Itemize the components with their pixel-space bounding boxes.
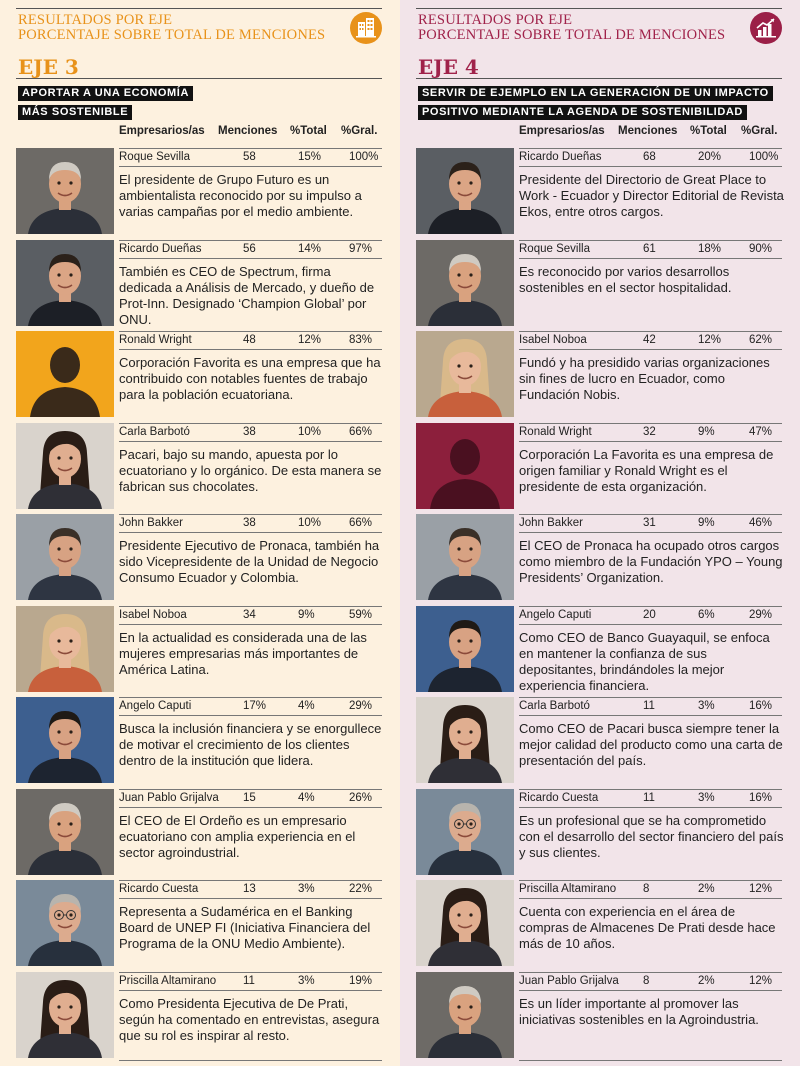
row-divider: [119, 789, 382, 790]
person-description: Como CEO de Banco Guayaquil, se enfoca en mantener la confianza de sus depositantes, brindándoles la mejor experiencia financiera.: [519, 629, 770, 693]
general-percent: 47%: [749, 425, 773, 438]
person-name: Ronald Wright: [119, 334, 192, 346]
portrait-photo: [416, 789, 514, 875]
mentions-value: 61: [643, 242, 656, 255]
person-name: Carla Barbotó: [519, 700, 590, 712]
total-percent: 14%: [298, 242, 322, 255]
row-divider: [519, 715, 782, 716]
eje-subtitle-line1: APORTAR A UNA ECONOMÍA: [18, 86, 193, 101]
mentions-value: 17%: [243, 700, 267, 712]
list-item: [0, 789, 400, 881]
row-divider: [119, 624, 382, 625]
row-divider: [119, 331, 382, 332]
general-percent: 19%: [349, 974, 373, 987]
person-description: Es reconocido por varios desarrollos sostenibles en el sector hospitalidad.: [519, 263, 732, 295]
column-header: [0, 125, 400, 141]
person-description: Presidente del Directorio de Great Place to Work - Ecuador y Director Editorial de Revista Ekos, entre otros cargos.: [519, 172, 784, 219]
row-divider: [519, 697, 782, 698]
col-menciones: Menciones: [618, 125, 678, 137]
person-name: Ricardo Cuesta: [519, 791, 599, 804]
col-empresarios: Empresarios/as: [119, 125, 205, 137]
mentions-value: 8: [643, 974, 650, 987]
person-description: En la actualidad es considerada una de las mujeres empresarias más importantes de América Latina.: [119, 629, 367, 677]
row-divider: [119, 606, 382, 607]
row-divider: [519, 441, 782, 442]
top-rule: [416, 8, 782, 9]
eje-subtitle: [18, 83, 193, 121]
row-divider: [519, 880, 782, 881]
mentions-value: 68: [643, 151, 656, 163]
row-divider: [519, 624, 782, 625]
portrait-photo: [416, 972, 514, 1058]
portrait-photo: [416, 148, 514, 234]
portrait-photo: [16, 789, 114, 875]
mentions-value: 11: [643, 700, 655, 712]
row-divider: [119, 240, 382, 241]
total-percent: 20%: [698, 151, 722, 163]
row-divider: [119, 697, 382, 698]
row-divider: [519, 990, 782, 991]
list-item: [0, 423, 400, 515]
col-menciones: Menciones: [218, 125, 278, 137]
list-item: [400, 789, 800, 881]
total-percent: 15%: [298, 151, 322, 163]
person-name: Juan Pablo Grijalva: [519, 974, 619, 987]
person-description: Presidente Ejecutivo de Pronaca, también ha sido Vicepresidente de la Unidad de Negocio Consumo Ecuador y Colombia.: [119, 538, 380, 585]
row-divider: [519, 148, 782, 149]
row-divider: [119, 990, 382, 991]
row-divider: [119, 258, 382, 259]
total-percent: 4%: [298, 700, 315, 712]
person-description: Como CEO de Pacari busca siempre tener la mejor calidad del producto como una carta de presentación del país.: [519, 721, 783, 768]
list-item: [400, 331, 800, 423]
person-description: El presidente de Grupo Futuro es un ambientalista reconocido por su impulso a varias campañas por el medio ambiente.: [119, 172, 362, 219]
portrait-photo: [416, 697, 514, 783]
person-name: Isabel Noboa: [119, 608, 187, 621]
eje-subtitle-line1: SERVIR DE EJEMPLO EN LA GENERACIÓN DE UN IMPACTO: [418, 86, 773, 101]
general-percent: 16%: [749, 791, 773, 804]
portrait-photo: [416, 514, 514, 600]
row-divider: [519, 514, 782, 515]
portrait-photo: [416, 606, 514, 692]
row-divider: [119, 880, 382, 881]
eje-title: EJE 4: [418, 55, 479, 79]
top-rule: [16, 8, 382, 9]
general-percent: 26%: [349, 791, 373, 804]
row-divider: [519, 606, 782, 607]
portrait-photo: [16, 423, 114, 509]
row-divider: [119, 972, 382, 973]
total-percent: 12%: [698, 334, 722, 346]
person-description: Corporación La Favorita es una empresa de origen familiar y Ronald Wright es el presidente de esta organización.: [519, 446, 774, 494]
person-name: Priscilla Altamirano: [119, 974, 217, 987]
total-percent: 6%: [698, 608, 715, 621]
person-description: Cuenta con experiencia en el área de compras de Almacenes De Prati desde hace más de 10 años.: [519, 904, 776, 951]
col-empresarios: Empresarios/as: [519, 125, 605, 137]
section-title-line2: PORCENTAJE SOBRE TOTAL DE MENCIONES: [18, 27, 326, 43]
list-item: [400, 148, 800, 240]
person-name: Roque Sevilla: [119, 151, 190, 163]
row-divider: [119, 148, 382, 149]
row-divider: [119, 349, 382, 350]
mentions-value: 58: [243, 151, 256, 163]
person-name: Angelo Caputi: [519, 608, 592, 621]
person-description: Es un líder importante al promover las iniciativas sostenibles en la Agroindustria.: [519, 995, 759, 1027]
row-divider: [519, 789, 782, 790]
portrait-photo: [416, 240, 514, 326]
general-percent: 16%: [749, 700, 773, 712]
person-description: Representa a Sudamérica en el Banking Board de UNEP FI (Iniciativa Financiera del Programa de la ONU Medio Ambiente).: [119, 904, 371, 951]
row-divider: [519, 331, 782, 332]
row-divider: [519, 532, 782, 533]
general-percent: 29%: [749, 608, 773, 621]
row-divider: [519, 240, 782, 241]
section-title-line1: RESULTADOS POR EJE: [418, 12, 573, 28]
general-percent: 66%: [349, 425, 373, 438]
person-name: Roque Sevilla: [519, 242, 590, 255]
list-item: [400, 606, 800, 698]
row-divider: [119, 166, 382, 167]
mentions-value: 38: [243, 517, 256, 529]
total-percent: 2%: [698, 974, 715, 987]
portrait-photo: [16, 880, 114, 966]
general-percent: 100%: [749, 151, 779, 163]
list-item: [0, 697, 400, 789]
row-divider: [519, 166, 782, 167]
mentions-value: 38: [243, 425, 256, 438]
general-percent: 62%: [749, 334, 773, 346]
total-percent: 3%: [698, 791, 715, 804]
row-divider: [119, 532, 382, 533]
mentions-value: 8: [643, 883, 650, 895]
eje-subtitle-line2: MÁS SOSTENIBLE: [18, 105, 132, 120]
mentions-value: 31: [643, 517, 656, 529]
bottom-rule: [119, 1060, 382, 1061]
growth-chart-icon: [750, 12, 782, 44]
total-percent: 3%: [298, 883, 315, 895]
person-name: Juan Pablo Grijalva: [119, 791, 219, 804]
section-title: [418, 13, 725, 43]
portrait-photo: [416, 331, 514, 417]
list-item: [0, 880, 400, 972]
general-percent: 12%: [749, 974, 773, 987]
col-gral: %Gral.: [341, 125, 378, 137]
portrait-photo: [16, 514, 114, 600]
person-name: John Bakker: [519, 517, 583, 529]
portrait-photo: [16, 972, 114, 1058]
list-item: [0, 148, 400, 240]
person-name: Ricardo Cuesta: [119, 883, 199, 895]
person-name: Ronald Wright: [519, 425, 592, 438]
person-name: Angelo Caputi: [119, 700, 192, 712]
total-percent: 2%: [698, 883, 715, 895]
mentions-value: 32: [643, 425, 656, 438]
total-percent: 4%: [298, 791, 315, 804]
person-name: Carla Barbotó: [119, 425, 190, 438]
general-percent: 59%: [349, 608, 373, 621]
total-percent: 9%: [698, 517, 715, 529]
eje-subtitle-line2: POSITIVO MEDIANTE LA AGENDA DE SOSTENIBILIDAD: [418, 105, 747, 120]
row-divider: [119, 807, 382, 808]
row-divider: [119, 441, 382, 442]
general-percent: 46%: [749, 517, 773, 529]
section-title-line1: RESULTADOS POR EJE: [18, 12, 173, 28]
row-divider: [119, 423, 382, 424]
portrait-photo: [16, 148, 114, 234]
person-description: Busca la inclusión financiera y se enorgullece de motivar el crecimiento de los clientes dentro de la institución que lidera.: [119, 721, 382, 768]
silhouette-placeholder-icon: [416, 423, 514, 509]
person-description: Como Presidenta Ejecutiva de De Prati, según ha comentado en entrevistas, asegura que su rol es inspirar al resto.: [119, 995, 380, 1043]
list-item: [0, 514, 400, 606]
person-description: El CEO de El Ordeño es un empresario ecuatoriano con amplia experiencia en el sector agroindustrial.: [119, 812, 356, 860]
total-percent: 18%: [698, 242, 722, 255]
total-percent: 10%: [298, 425, 322, 438]
total-percent: 3%: [298, 974, 315, 987]
total-percent: 10%: [298, 517, 322, 529]
col-total: %Total: [290, 125, 327, 137]
list-item: [400, 880, 800, 972]
general-percent: 29%: [349, 700, 373, 712]
person-name: Ricardo Dueñas: [519, 151, 602, 163]
list-item: [0, 240, 400, 332]
mentions-value: 13: [243, 883, 256, 895]
list-item: [400, 514, 800, 606]
general-percent: 66%: [349, 517, 373, 529]
general-percent: 22%: [349, 883, 373, 895]
portrait-photo: [416, 880, 514, 966]
list-item: [0, 972, 400, 1064]
row-divider: [519, 898, 782, 899]
total-percent: 3%: [698, 700, 715, 712]
portrait-photo: [16, 240, 114, 326]
person-description: Fundó y ha presidido varias organizaciones sin fines de lucro en Ecuador, como Fundación Nobis.: [519, 355, 770, 402]
mentions-value: 56: [243, 242, 256, 255]
row-divider: [519, 972, 782, 973]
person-name: Isabel Noboa: [519, 334, 587, 346]
total-percent: 9%: [698, 425, 715, 438]
column-header: [400, 125, 800, 141]
silhouette-placeholder-icon: [16, 331, 114, 417]
mentions-value: 20: [643, 608, 656, 621]
eje-rule: [416, 78, 782, 79]
person-description: Pacari, bajo su mando, apuesta por lo ecuatoriano y lo orgánico. De esta manera se fabrican sus chocolates.: [119, 446, 382, 494]
total-percent: 9%: [298, 608, 315, 621]
row-divider: [519, 807, 782, 808]
row-divider: [519, 258, 782, 259]
portrait-photo: [16, 697, 114, 783]
portrait-photo: [16, 606, 114, 692]
person-name: Ricardo Dueñas: [119, 242, 202, 255]
eje-title: EJE 3: [18, 55, 79, 79]
person-description: Corporación Favorita es una empresa que ha contribuido con notables fuentes de trabajo para la población ecuatoriana.: [119, 355, 381, 402]
list-item: [0, 331, 400, 423]
general-percent: 83%: [349, 334, 373, 346]
row-divider: [119, 715, 382, 716]
general-percent: 90%: [749, 242, 773, 255]
mentions-value: 11: [643, 791, 655, 804]
col-gral: %Gral.: [741, 125, 778, 137]
general-percent: 12%: [749, 883, 773, 895]
person-name: Priscilla Altamirano: [519, 883, 617, 895]
total-percent: 12%: [298, 334, 322, 346]
panel-eje-4: [400, 0, 800, 1066]
person-description: Es un profesional que se ha comprometido con el desarrollo del sector financiero del país y sus clientes.: [519, 812, 784, 860]
list-item: [400, 240, 800, 332]
list-item: [400, 697, 800, 789]
row-divider: [519, 349, 782, 350]
general-percent: 100%: [349, 151, 379, 163]
section-title: [18, 13, 325, 43]
eje-rule: [16, 78, 382, 79]
row-divider: [119, 514, 382, 515]
section-title-line2: PORCENTAJE SOBRE TOTAL DE MENCIONES: [418, 27, 726, 43]
person-name: John Bakker: [119, 517, 183, 529]
mentions-value: 42: [643, 334, 656, 346]
col-total: %Total: [690, 125, 727, 137]
mentions-value: 11: [243, 974, 255, 987]
general-percent: 97%: [349, 242, 373, 255]
person-description: El CEO de Pronaca ha ocupado otros cargos como miembro de la Fundación YPO – Young Presidents’ Organization.: [519, 538, 783, 585]
list-item: [400, 972, 800, 1064]
buildings-icon: [350, 12, 382, 44]
person-description: También es CEO de Spectrum, firma dedicada a Análisis de Mercado, y dueño de Prot-Inn. Designado ‘Champion Global’ por ONU.: [119, 263, 375, 327]
list-item: [400, 423, 800, 515]
list-item: [0, 606, 400, 698]
row-divider: [119, 898, 382, 899]
mentions-value: 15: [243, 791, 256, 804]
eje-subtitle: [418, 83, 773, 121]
mentions-value: 48: [243, 334, 256, 346]
row-divider: [519, 423, 782, 424]
mentions-value: 34: [243, 608, 256, 621]
bottom-rule: [519, 1060, 782, 1061]
